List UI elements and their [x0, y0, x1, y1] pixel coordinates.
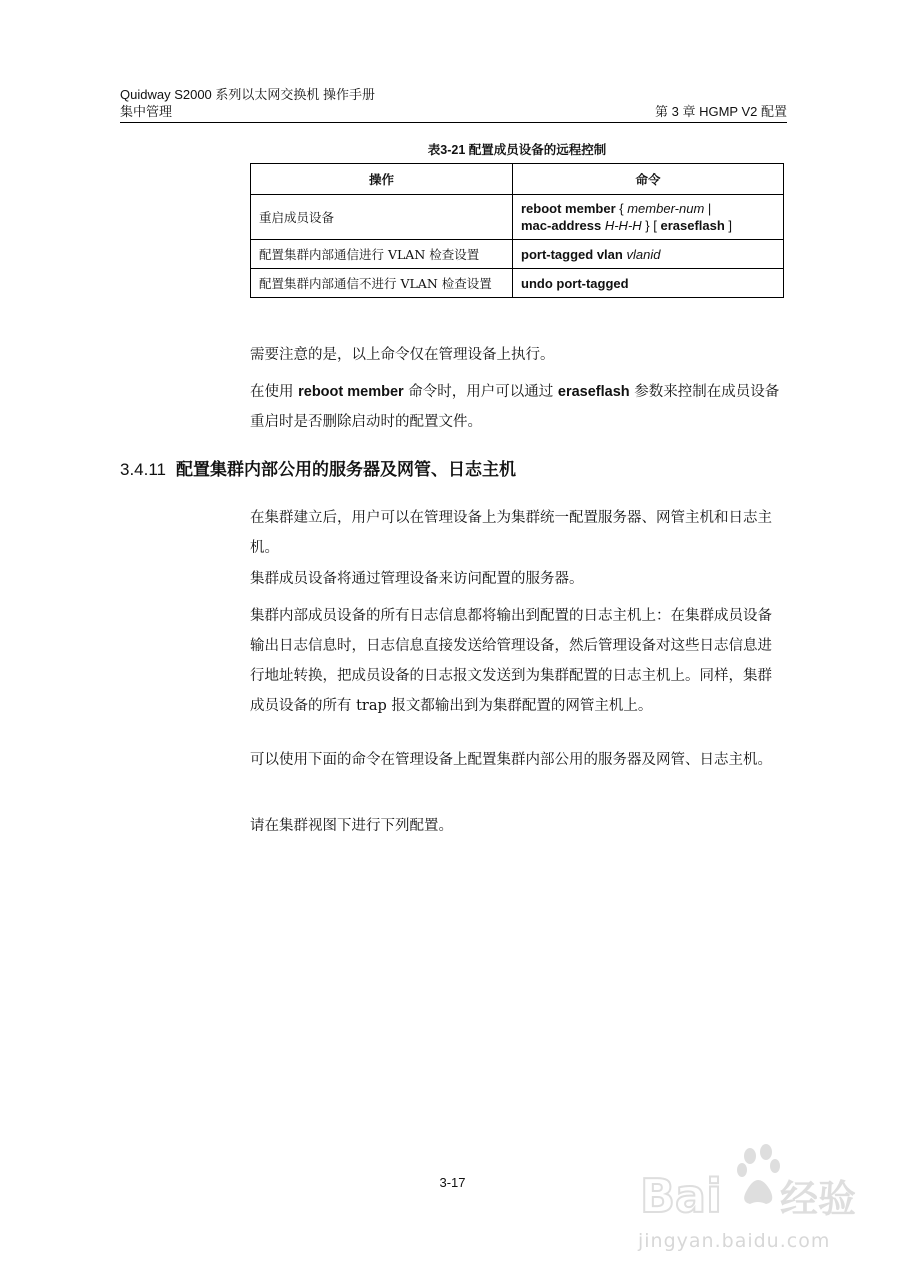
cmd-param: vlanid: [626, 246, 661, 262]
table-header-row: [251, 164, 784, 195]
cmd-text: {: [615, 201, 628, 216]
paragraph-logs: 集群内部成员设备的所有日志信息都将输出到配置的日志主机上：在集群成员设备输出日志信息时，日志信息直接发送给管理设备，然后管理设备对这些日志信息进行地址转换，把成员设备的日志报文发送到为集群配置的日志主机上。同样，集群成员设备的所有 trap 报文都输出到为集群配置的网管主机上。: [250, 608, 772, 714]
command-table: [250, 163, 784, 298]
cmd-keyword: port-tagged vlan: [521, 246, 623, 262]
operation-cell: 重启成员设备: [251, 195, 513, 240]
svg-text:Bai: Bai: [640, 1169, 722, 1223]
cmd-keyword: mac-address: [521, 218, 602, 233]
command-cell: [513, 269, 784, 298]
cmd-keyword: reboot member: [521, 201, 616, 216]
command-cell: [513, 195, 784, 240]
cmd-param: member-num: [627, 201, 705, 216]
column-header-command: 命令: [513, 164, 784, 195]
table-caption: 表3-21 配置成员设备的远程控制: [427, 143, 607, 157]
text-run: 参数来控制在成员设备重启时是否删除启动时的配置文件。: [250, 384, 780, 430]
header-section: 集中管理: [120, 104, 173, 119]
section-title: 配置集群内部公用的服务器及网管、日志主机: [176, 460, 517, 479]
command-cell: [513, 240, 784, 269]
cmd-param: H-H-H: [604, 218, 642, 233]
svg-text:经验: 经验: [780, 1177, 857, 1221]
page-header: [120, 86, 787, 123]
watermark-url: jingyan.baidu.com: [638, 1230, 831, 1252]
text-run: 在使用: [250, 384, 299, 400]
cmd-text: ]: [724, 218, 733, 233]
paragraph-servers: 集群成员设备将通过管理设备来访问配置的服务器。: [250, 571, 584, 587]
operation-cell: 配置集群内部通信进行 VLAN 检查设置: [251, 240, 513, 269]
paragraph-intro: 在集群建立后，用户可以在管理设备上为集群统一配置服务器、网管主机和日志主机。: [250, 510, 772, 556]
watermark: [630, 1140, 880, 1260]
cmd-keyword: eraseflash: [660, 218, 725, 233]
operation-cell: 配置集群内部通信不进行 VLAN 检查设置: [251, 269, 513, 298]
header-title: Quidway S2000 系列以太网交换机 操作手册: [120, 87, 376, 102]
cmd-keyword: undo port-tagged: [521, 275, 629, 291]
table-row: [251, 240, 784, 269]
paragraph-view: 请在集群视图下进行下列配置。: [250, 818, 453, 834]
page-number: 3-17: [439, 1175, 466, 1190]
header-rule: [120, 122, 787, 123]
text-run: 命令时，用户可以通过: [403, 384, 558, 400]
column-header-operation: 操作: [251, 164, 513, 195]
command-keyword: eraseflash: [557, 384, 630, 400]
baidu-jingyan-logo: [630, 1140, 870, 1235]
header-chapter: 第 3 章 HGMP V2 配置: [655, 104, 787, 119]
paragraph-note: 需要注意的是，以上命令仅在管理设备上执行。: [250, 347, 555, 363]
section-heading: [120, 455, 516, 480]
section-number: 3.4.11: [120, 460, 167, 479]
paragraph-reboot: [250, 377, 785, 437]
table-row: [251, 195, 784, 240]
cmd-text: } [: [641, 218, 661, 233]
table-row: [251, 269, 784, 298]
paragraph-commands: 可以使用下面的命令在管理设备上配置集群内部公用的服务器及网管、日志主机。: [250, 752, 772, 768]
cmd-text: |: [704, 201, 712, 216]
command-keyword: reboot member: [298, 384, 404, 400]
